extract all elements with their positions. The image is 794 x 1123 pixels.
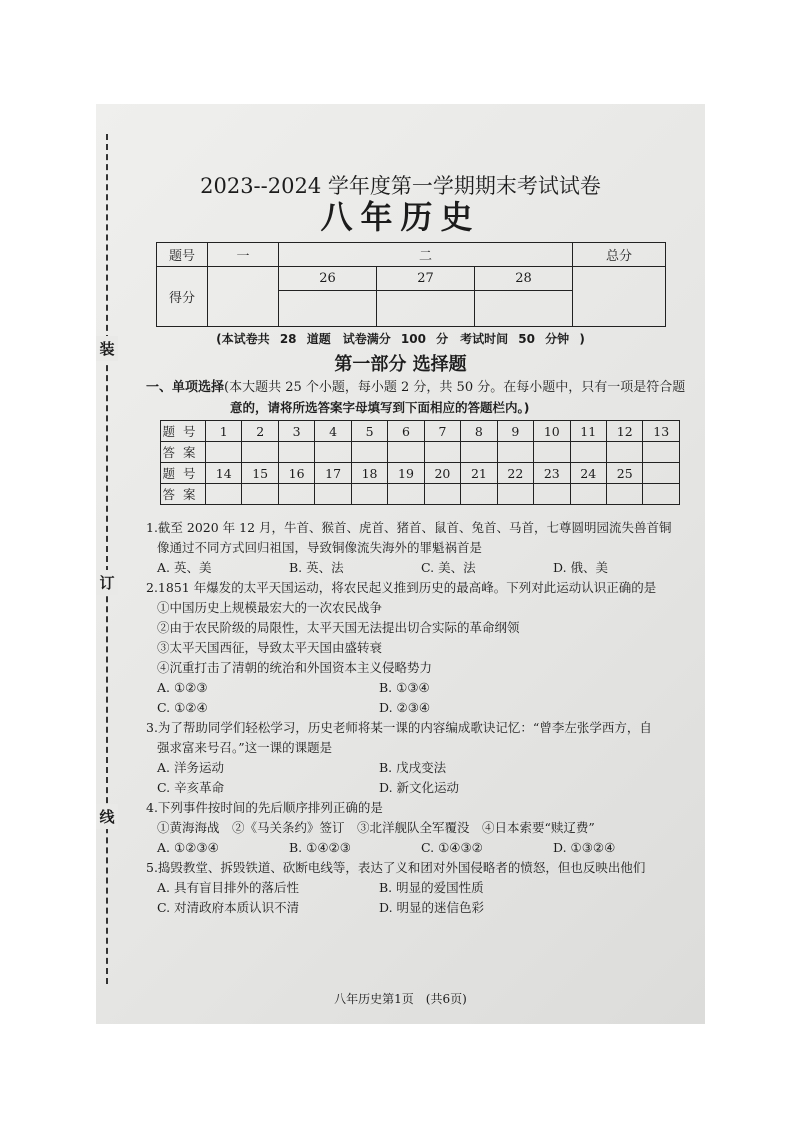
questions (146, 518, 691, 918)
answer-input-cell[interactable] (570, 442, 606, 463)
answer-input-cell[interactable] (351, 484, 387, 505)
q2-option-c[interactable]: C. ①②④ (157, 700, 208, 715)
question-1-stem-1: 1.截至 2020 年 12 月，牛首、猴首、虎首、猪首、鼠首、兔首、马首，七尊圆明园流失兽首铜 (146, 520, 672, 535)
answer-input-cell[interactable] (606, 442, 642, 463)
answer-input-cell[interactable] (461, 442, 497, 463)
binding-char-ding: 订 (96, 570, 118, 595)
answer-number-cell: 14 (206, 463, 242, 484)
q4-option-a[interactable]: A. ①②③④ (157, 840, 219, 855)
answer-number-cell: 21 (461, 463, 497, 484)
answer-number-cell: 11 (570, 421, 606, 442)
question-4-stem-1: 4.下列事件按时间的先后顺序排列正确的是 (146, 800, 383, 815)
question-4 (146, 798, 691, 858)
answer-input-cell[interactable] (206, 484, 242, 505)
answer-input-cell[interactable] (242, 442, 278, 463)
score-cell-28[interactable] (475, 291, 573, 327)
score-cell-part1[interactable] (208, 267, 279, 327)
question-5-stem: 5.捣毁教堂、拆毁铁道、砍断电线等，表达了义和团对外国侵略者的愤怒，但也反映出他们 (146, 860, 646, 875)
answer-number-cell: 5 (351, 421, 387, 442)
q5-option-b[interactable]: B. 明显的爱国性质 (379, 880, 484, 895)
question-4-stem-2: ①黄海海战 ②《马关条约》签订 ③北洋舰队全军覆没 ④日本索要“赎辽费” (157, 820, 595, 835)
binding-char-xian: 线 (96, 804, 118, 829)
question-2-stem: 2.1851 年爆发的太平天国运动，将农民起义推到历史的最高峰。下列对此运动认识正确的是 (146, 580, 657, 595)
q4-option-c[interactable]: C. ①④③② (421, 840, 483, 855)
q2-statement-1: ①中国历史上规模最宏大的一次农民战争 (157, 600, 383, 615)
section-text-1: (本大题共 25 个小题，每小题 2 分，共 50 分。在每小题中，只有一项是符合题 (224, 380, 686, 395)
question-3-stem-2: 强求富来号召。”这一课的课题是 (157, 740, 333, 755)
q2-option-a[interactable]: A. ①②③ (157, 680, 208, 695)
binding-char-zhuang: 装 (96, 336, 118, 361)
score-subcol-27: 27 (377, 267, 475, 291)
answer-row-label-answer: 答案 (161, 442, 206, 463)
answer-number-cell: 6 (388, 421, 424, 442)
answer-row-label-number: 题号 (161, 421, 206, 442)
question-1 (146, 518, 691, 578)
answer-row-label-number: 题号 (161, 463, 206, 484)
answer-number-cell: 15 (242, 463, 278, 484)
q3-option-a[interactable]: A. 洋务运动 (157, 760, 224, 775)
exam-title: 2023--2024 学年度第一学期期末考试试卷 (200, 174, 601, 198)
question-1-stem-2: 像通过不同方式回归祖国，导致铜像流失海外的罪魁祸首是 (157, 540, 483, 555)
page-footer: 八年历史第1页 (共6页) (334, 992, 467, 1006)
q2-statement-4: ④沉重打击了清朝的统治和外国资本主义侵略势力 (157, 660, 433, 675)
score-subcol-28: 28 (475, 267, 573, 291)
q3-option-b[interactable]: B. 戊戌变法 (379, 760, 447, 775)
answer-number-cell: 9 (497, 421, 533, 442)
answer-number-cell: 8 (461, 421, 497, 442)
answer-input-cell[interactable] (388, 484, 424, 505)
answer-input-cell[interactable] (242, 484, 278, 505)
answer-input-cell[interactable] (315, 484, 351, 505)
q5-option-a[interactable]: A. 具有盲目排外的落后性 (157, 880, 299, 895)
answer-input-cell[interactable] (534, 484, 570, 505)
answer-number-cell: 19 (388, 463, 424, 484)
question-3-stem-1: 3.为了帮助同学们轻松学习，历史老师将某一课的内容编成歌诀记忆：“曾李左张学西方，自 (146, 720, 652, 735)
answer-input-cell[interactable] (643, 442, 680, 463)
answer-number-cell: 10 (534, 421, 570, 442)
answer-number-cell: 25 (606, 463, 642, 484)
score-row-label: 得分 (157, 267, 208, 327)
q1-option-a[interactable]: A. 英、美 (157, 560, 212, 575)
q2-option-b[interactable]: B. ①③④ (379, 680, 430, 695)
question-5 (146, 858, 691, 918)
answer-table (160, 420, 680, 505)
score-header-total: 总分 (573, 243, 666, 267)
section-heading (146, 378, 686, 418)
answer-input-cell[interactable] (278, 484, 314, 505)
answer-input-cell[interactable] (351, 442, 387, 463)
section-text-2: 意的，请将所选答案字母填写到下面相应的答题栏内。) (230, 400, 530, 415)
score-subcol-26: 26 (279, 267, 377, 291)
q5-option-d[interactable]: D. 明显的迷信色彩 (379, 900, 485, 915)
answer-number-cell (643, 463, 680, 484)
answer-row-label-answer: 答案 (161, 484, 206, 505)
answer-number-cell: 17 (315, 463, 351, 484)
answer-number-cell: 1 (206, 421, 242, 442)
answer-number-cell: 7 (424, 421, 460, 442)
answer-input-cell (643, 484, 680, 505)
exam-sheet (96, 104, 705, 1024)
q2-statement-2: ②由于农民阶级的局限性，太平天国无法提出切合实际的革命纲领 (157, 620, 520, 635)
answer-input-cell[interactable] (497, 484, 533, 505)
q1-option-d[interactable]: D. 俄、美 (553, 560, 609, 575)
answer-number-cell: 22 (497, 463, 533, 484)
score-header-part1: 一 (208, 243, 279, 267)
score-header-part2: 二 (279, 243, 573, 267)
score-cell-27[interactable] (377, 291, 475, 327)
answer-number-cell: 3 (278, 421, 314, 442)
answer-number-cell: 13 (643, 421, 680, 442)
answer-number-cell: 23 (534, 463, 570, 484)
subject-title: 八年历史 (320, 198, 481, 236)
q1-option-b[interactable]: B. 英、法 (289, 560, 344, 575)
answer-input-cell[interactable] (497, 442, 533, 463)
part-title: 第一部分 选择题 (334, 354, 467, 375)
q1-option-c[interactable]: C. 美、法 (421, 560, 476, 575)
binding-line (106, 134, 108, 984)
answer-number-cell: 16 (278, 463, 314, 484)
answer-input-cell[interactable] (534, 442, 570, 463)
q3-option-d[interactable]: D. 新文化运动 (379, 780, 460, 795)
q3-option-c[interactable]: C. 辛亥革命 (157, 780, 225, 795)
q4-option-b[interactable]: B. ①④②③ (289, 840, 351, 855)
answer-input-cell[interactable] (424, 442, 460, 463)
answer-input-cell[interactable] (461, 484, 497, 505)
answer-number-cell: 20 (424, 463, 460, 484)
answer-input-cell[interactable] (206, 442, 242, 463)
answer-input-cell[interactable] (278, 442, 314, 463)
score-header-label: 题号 (157, 243, 208, 267)
question-2 (146, 578, 691, 718)
q2-statement-3: ③太平天国西征，导致太平天国由盛转衰 (157, 640, 383, 655)
answer-number-cell: 24 (570, 463, 606, 484)
q5-option-c[interactable]: C. 对清政府本质认识不清 (157, 900, 300, 915)
score-cell-26[interactable] (279, 291, 377, 327)
question-3 (146, 718, 691, 798)
answer-input-cell[interactable] (606, 484, 642, 505)
answer-input-cell[interactable] (388, 442, 424, 463)
answer-input-cell[interactable] (424, 484, 460, 505)
answer-input-cell[interactable] (570, 484, 606, 505)
answer-number-cell: 18 (351, 463, 387, 484)
score-cell-total[interactable] (573, 267, 666, 327)
answer-input-cell[interactable] (315, 442, 351, 463)
q4-option-d[interactable]: D. ①③②④ (553, 840, 616, 855)
answer-number-cell: 12 (606, 421, 642, 442)
answer-number-cell: 2 (242, 421, 278, 442)
section-label: 一、单项选择 (146, 380, 225, 395)
score-table (156, 242, 666, 327)
exam-info: (本试卷共 28 道题 试卷满分 100 分 考试时间 50 分钟 ) (216, 332, 585, 346)
q2-option-d[interactable]: D. ②③④ (379, 700, 431, 715)
answer-number-cell: 4 (315, 421, 351, 442)
